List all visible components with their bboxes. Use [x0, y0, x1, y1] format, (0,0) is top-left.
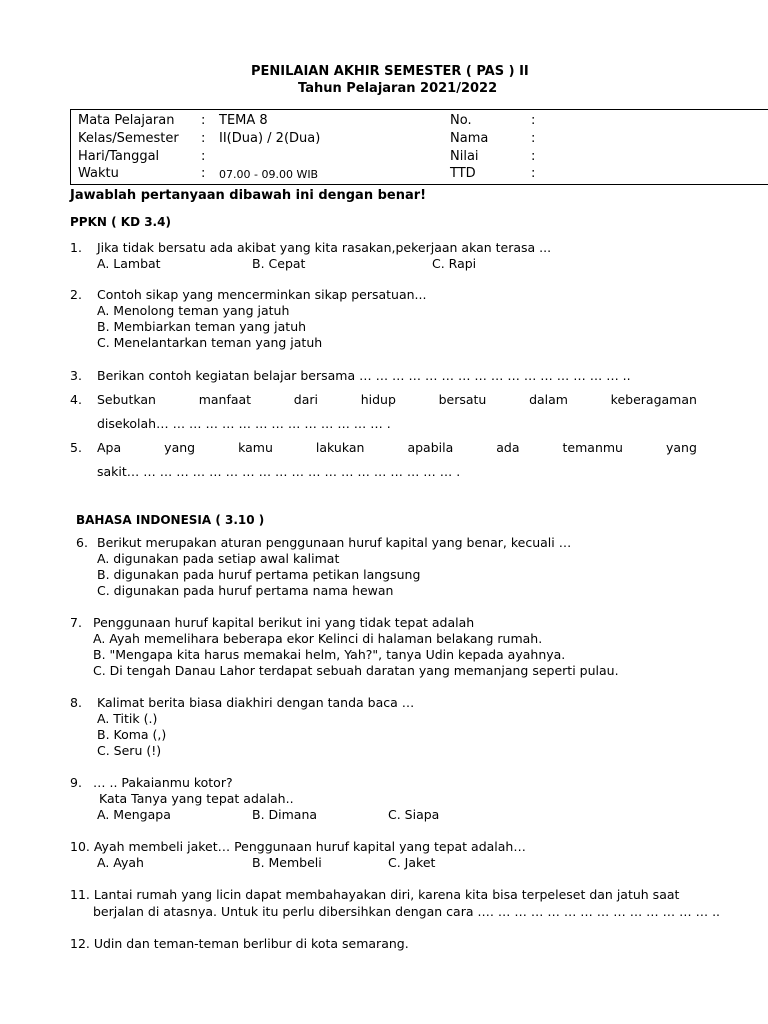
question-text: … .. Pakaianmu kotor? — [93, 775, 233, 790]
info-label-subject: Mata Pelajaran — [78, 113, 175, 128]
question-number: 2. — [70, 287, 82, 302]
info-label-signature: TTD — [450, 166, 476, 181]
info-label-name: Nama — [450, 131, 489, 146]
info-colon: : — [531, 166, 536, 181]
answer-option: A. Mengapa — [97, 807, 171, 822]
question-word: hidup — [360, 392, 396, 407]
answer-option: B. Membeli — [252, 855, 322, 870]
info-colon: : — [531, 113, 536, 128]
question-word: manfaat — [198, 392, 252, 407]
info-colon: : — [201, 113, 206, 128]
section-heading-ppkn: PPKN ( KD 3.4) — [70, 215, 171, 229]
info-colon: : — [531, 149, 536, 164]
question-word: yang — [164, 440, 196, 455]
page-subtitle: Tahun Pelajaran 2021/2022 — [298, 81, 498, 96]
info-value-time: 07.00 - 09.00 WIB — [219, 168, 319, 181]
question-word: yang — [666, 440, 697, 455]
answer-option: C. Siapa — [388, 807, 440, 822]
info-label-time: Waktu — [78, 166, 119, 181]
answer-option: A. Titik (.) — [97, 711, 158, 726]
question-word: Apa — [97, 440, 122, 455]
info-colon: : — [201, 131, 206, 146]
answer-option: C. Menelantarkan teman yang jatuh — [97, 335, 323, 350]
info-value-class: II(Dua) / 2(Dua) — [219, 131, 321, 146]
question-number: 8. — [70, 695, 82, 710]
question-number: 3. — [70, 368, 82, 383]
question-number: 6. — [76, 535, 88, 550]
question-word: kamu — [238, 440, 273, 455]
question-word: temanmu — [562, 440, 623, 455]
question-word: keberagaman — [610, 392, 697, 407]
question-text-continuation: berjalan di atasnya. Untuk itu perlu dibersihkan dengan cara .… … … … … … … … … … … … … … .. — [93, 904, 721, 919]
answer-option: A. Ayah — [97, 855, 144, 870]
info-value-subject: TEMA 8 — [219, 113, 268, 128]
info-colon: : — [201, 149, 206, 164]
question-text: Contoh sikap yang mencerminkan sikap persatuan... — [97, 287, 427, 302]
question-number: 7. — [70, 615, 82, 630]
info-label-date: Hari/Tanggal — [78, 149, 160, 164]
question-number: 4. — [70, 392, 82, 407]
question-text: Berikut merupakan aturan penggunaan huruf kapital yang benar, kecuali … — [97, 535, 572, 550]
question-word: apabila — [407, 440, 454, 455]
student-info-table — [70, 109, 768, 185]
question-text — [97, 392, 697, 407]
answer-option: A. digunakan pada setiap awal kalimat — [97, 551, 340, 566]
info-label-score: Nilai — [450, 149, 479, 164]
answer-option: C. Jaket — [388, 855, 436, 870]
question-subtext: Kata Tanya yang tepat adalah.. — [99, 791, 294, 806]
answer-option: B. Dimana — [252, 807, 318, 822]
answer-option: B. "Mengapa kita harus memakai helm, Yah?", tanya Udin kepada ayahnya. — [93, 647, 566, 662]
answer-option: A. Ayah memelihara beberapa ekor Kelinci di halaman belakang rumah. — [93, 631, 543, 646]
question-word: dari — [293, 392, 318, 407]
answer-option: B. Koma (,) — [97, 727, 167, 742]
question-text: 12. Udin dan teman-teman berlibur di kota semarang. — [70, 936, 409, 951]
question-text: Kalimat berita biasa diakhiri dengan tanda baca … — [97, 695, 415, 710]
question-text: Penggunaan huruf kapital berikut ini yang tidak tepat adalah — [93, 615, 475, 630]
question-word: dalam — [529, 392, 568, 407]
answer-option: B. digunakan pada huruf pertama petikan langsung — [97, 567, 421, 582]
question-word: bersatu — [438, 392, 487, 407]
answer-option: A. Menolong teman yang jatuh — [97, 303, 290, 318]
instruction: Jawablah pertanyaan dibawah ini dengan benar! — [70, 188, 427, 203]
answer-option: B. Cepat — [252, 256, 306, 271]
info-label-class: Kelas/Semester — [78, 131, 179, 146]
question-number: 9. — [70, 775, 82, 790]
answer-option: C. Di tengah Danau Lahor terdapat sebuah daratan yang memanjang seperti pulau. — [93, 663, 619, 678]
question-text: 10. Ayah membeli jaket… Penggunaan huruf kapital yang tepat adalah… — [70, 839, 526, 854]
question-word: Sebutkan — [97, 392, 156, 407]
question-text: Jika tidak bersatu ada akibat yang kita rasakan,pekerjaan akan terasa ... — [97, 240, 552, 255]
answer-option: A. Lambat — [97, 256, 161, 271]
question-text-continuation: sakit… … … … … … … … … … … … … … … … … … … … . — [97, 464, 461, 479]
question-number: 5. — [70, 440, 82, 455]
answer-option: C. digunakan pada huruf pertama nama hewan — [97, 583, 394, 598]
question-text-continuation: disekolah… … … … … … … … … … … … … … . — [97, 416, 391, 431]
section-heading-bahasa-indonesia: BAHASA INDONESIA ( 3.10 ) — [76, 513, 265, 527]
answer-option: B. Membiarkan teman yang jatuh — [97, 319, 307, 334]
question-text — [97, 440, 697, 455]
answer-option: C. Rapi — [432, 256, 477, 271]
answer-option: C. Seru (!) — [97, 743, 162, 758]
info-label-number: No. — [450, 113, 472, 128]
question-word: ada — [496, 440, 520, 455]
info-colon: : — [531, 131, 536, 146]
question-text: Berikan contoh kegiatan belajar bersama … … … … … … … … … … … … … … … … .. — [97, 368, 631, 383]
question-number: 1. — [70, 240, 82, 255]
page-title: PENILAIAN AKHIR SEMESTER ( PAS ) II — [251, 64, 529, 79]
question-word: lakukan — [315, 440, 365, 455]
question-text: 11. Lantai rumah yang licin dapat membahayakan diri, karena kita bisa terpeleset dan jatuh saat — [70, 887, 680, 902]
info-colon: : — [201, 166, 206, 181]
